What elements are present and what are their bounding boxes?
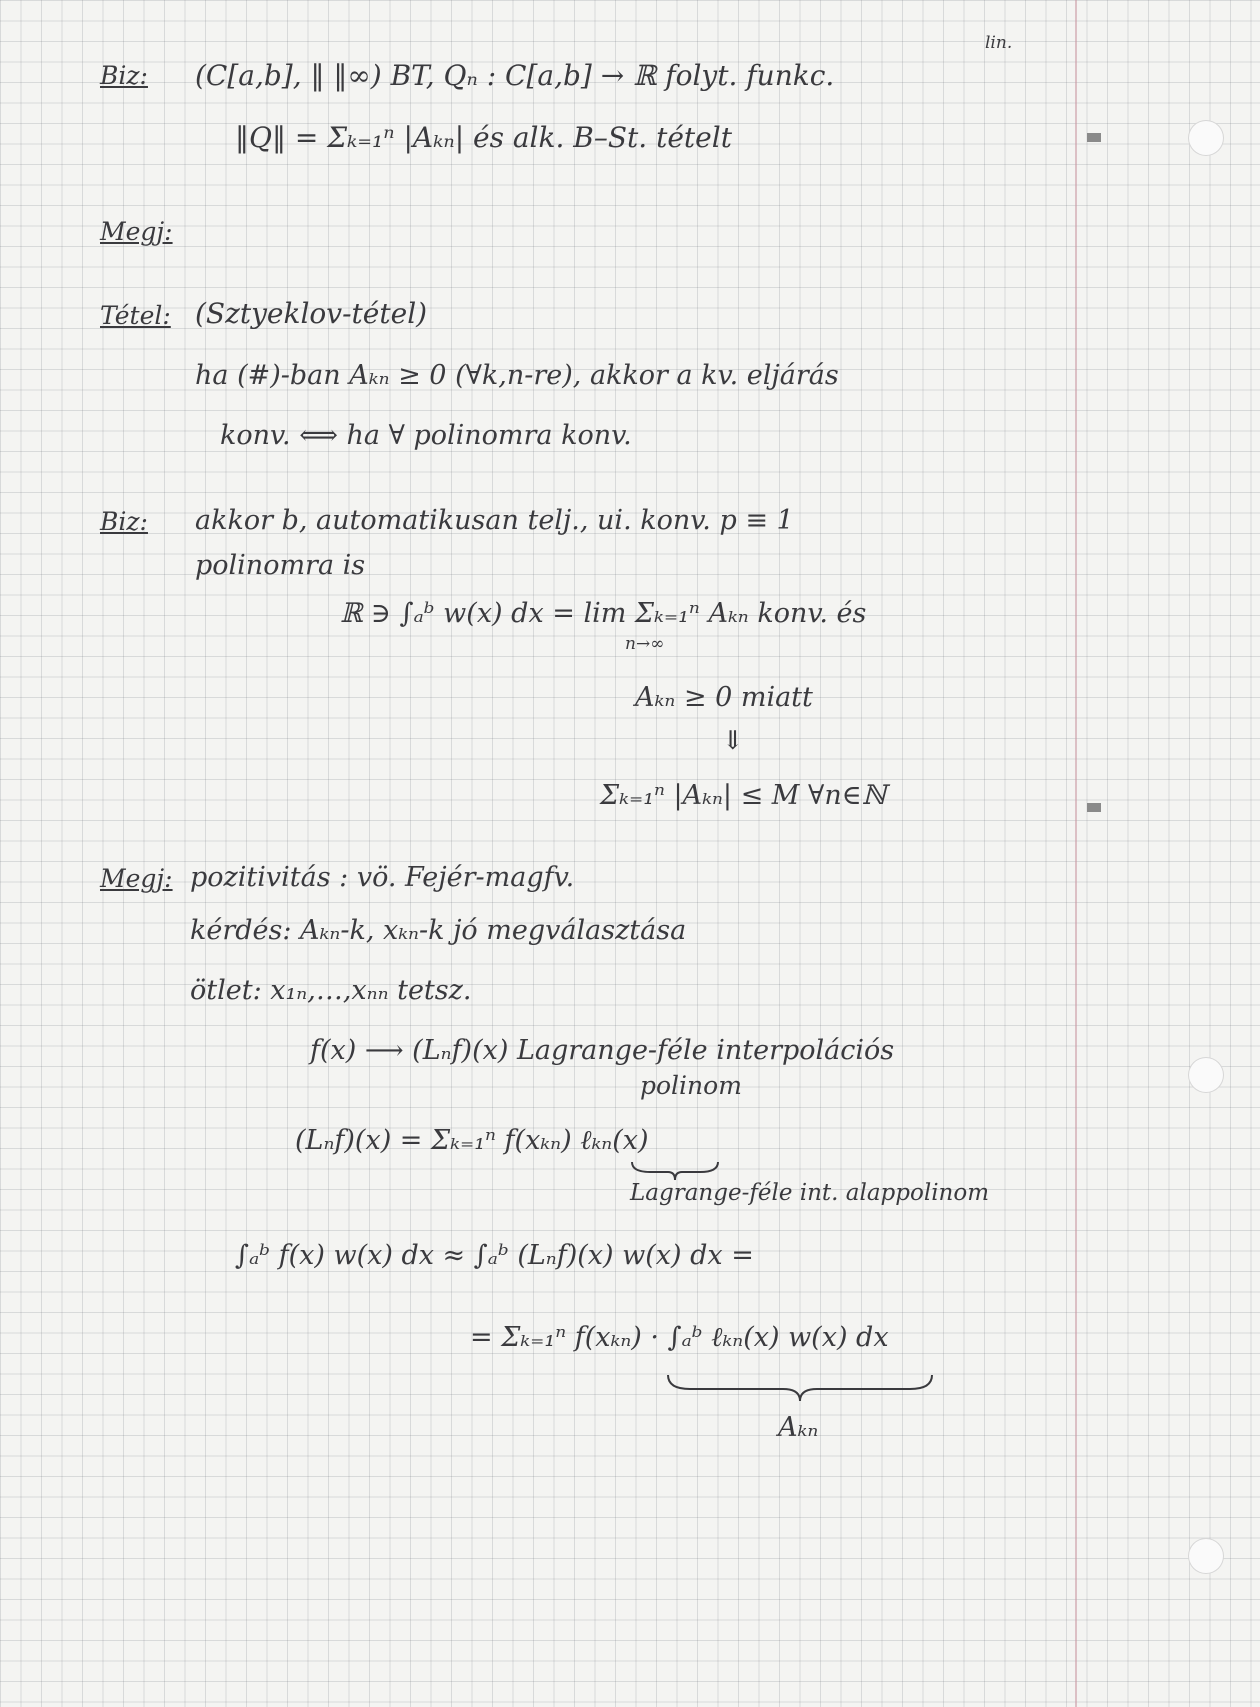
underbrace-akn xyxy=(665,1372,935,1404)
tetel-conclusion: konv. ⟺ ha ∀ polinomra konv. xyxy=(220,420,632,451)
biz2-line2: polinomra is xyxy=(195,550,366,581)
norm-equation: ‖Q‖ = Σₖ₌₁ⁿ |Aₖₙ| és alk. B–St. tételt xyxy=(235,121,732,154)
question-note: kérdés: Aₖₙ-k, xₖₙ-k jó megválasztása xyxy=(190,915,687,946)
quadrature-sum: = Σₖ₌₁ⁿ f(xₖₙ) · ∫ₐᵇ ℓₖₙ(x) w(x) dx xyxy=(470,1322,889,1353)
punch-hole xyxy=(1188,1057,1224,1093)
punch-hole xyxy=(1188,120,1224,156)
tetel-condition: ha (#)-ban Aₖₙ ≥ 0 (∀k,n-re), akkor a kv. eljárás xyxy=(195,360,839,391)
punch-hole xyxy=(1188,1538,1224,1574)
underbrace-lkn xyxy=(630,1160,720,1182)
tetel-title: (Sztyeklov-tétel) xyxy=(195,297,428,330)
quadrature-approx: ∫ₐᵇ f(x) w(x) dx ≈ ∫ₐᵇ (Lₙf)(x) w(x) dx = xyxy=(235,1240,754,1271)
margin-mark xyxy=(1087,133,1101,142)
megj2-label: Megj: xyxy=(100,864,173,893)
biz-statement: (C[a,b], ‖ ‖∞) BT, Qₙ : C[a,b] → ℝ folyt. funkc. xyxy=(195,59,835,92)
biz-label: Biz: xyxy=(100,61,148,90)
margin-mark xyxy=(1087,803,1101,812)
biz2-label: Biz: xyxy=(100,507,148,536)
lagrange-polinom: polinom xyxy=(640,1071,742,1100)
positivity-note: pozitivitás : vö. Fejér-magfv. xyxy=(190,862,575,893)
akn-label: Aₖₙ xyxy=(778,1412,819,1443)
lagrange-formula: (Lₙf)(x) = Σₖ₌₁ⁿ f(xₖₙ) ℓₖₙ(x) xyxy=(295,1125,649,1156)
margin-line xyxy=(1075,0,1077,1707)
nonneg-condition: Aₖₙ ≥ 0 miatt xyxy=(635,682,813,713)
bounded-sum: Σₖ₌₁ⁿ |Aₖₙ| ≤ M ∀n∈ℕ xyxy=(600,780,887,811)
biz2-line1: akkor b, automatikusan telj., ui. konv. p ≡ 1 xyxy=(195,505,794,536)
lagrange-map: f(x) ⟶ (Lₙf)(x) Lagrange-féle interpolációs xyxy=(310,1035,895,1066)
megj-label: Megj: xyxy=(100,217,173,246)
integral-limit-equation: ℝ ∋ ∫ₐᵇ w(x) dx = lim Σₖ₌₁ⁿ Aₖₙ konv. és xyxy=(340,598,867,629)
lagrange-basis-label: Lagrange-féle int. alappolinom xyxy=(630,1180,990,1206)
lin-annotation: lin. xyxy=(985,33,1013,53)
idea-note: ötlet: x₁ₙ,…,xₙₙ tetsz. xyxy=(190,975,472,1006)
implies-arrow: ⇓ xyxy=(722,726,744,756)
tetel-label: Tétel: xyxy=(100,301,171,330)
limit-subscript: n→∞ xyxy=(625,634,665,654)
